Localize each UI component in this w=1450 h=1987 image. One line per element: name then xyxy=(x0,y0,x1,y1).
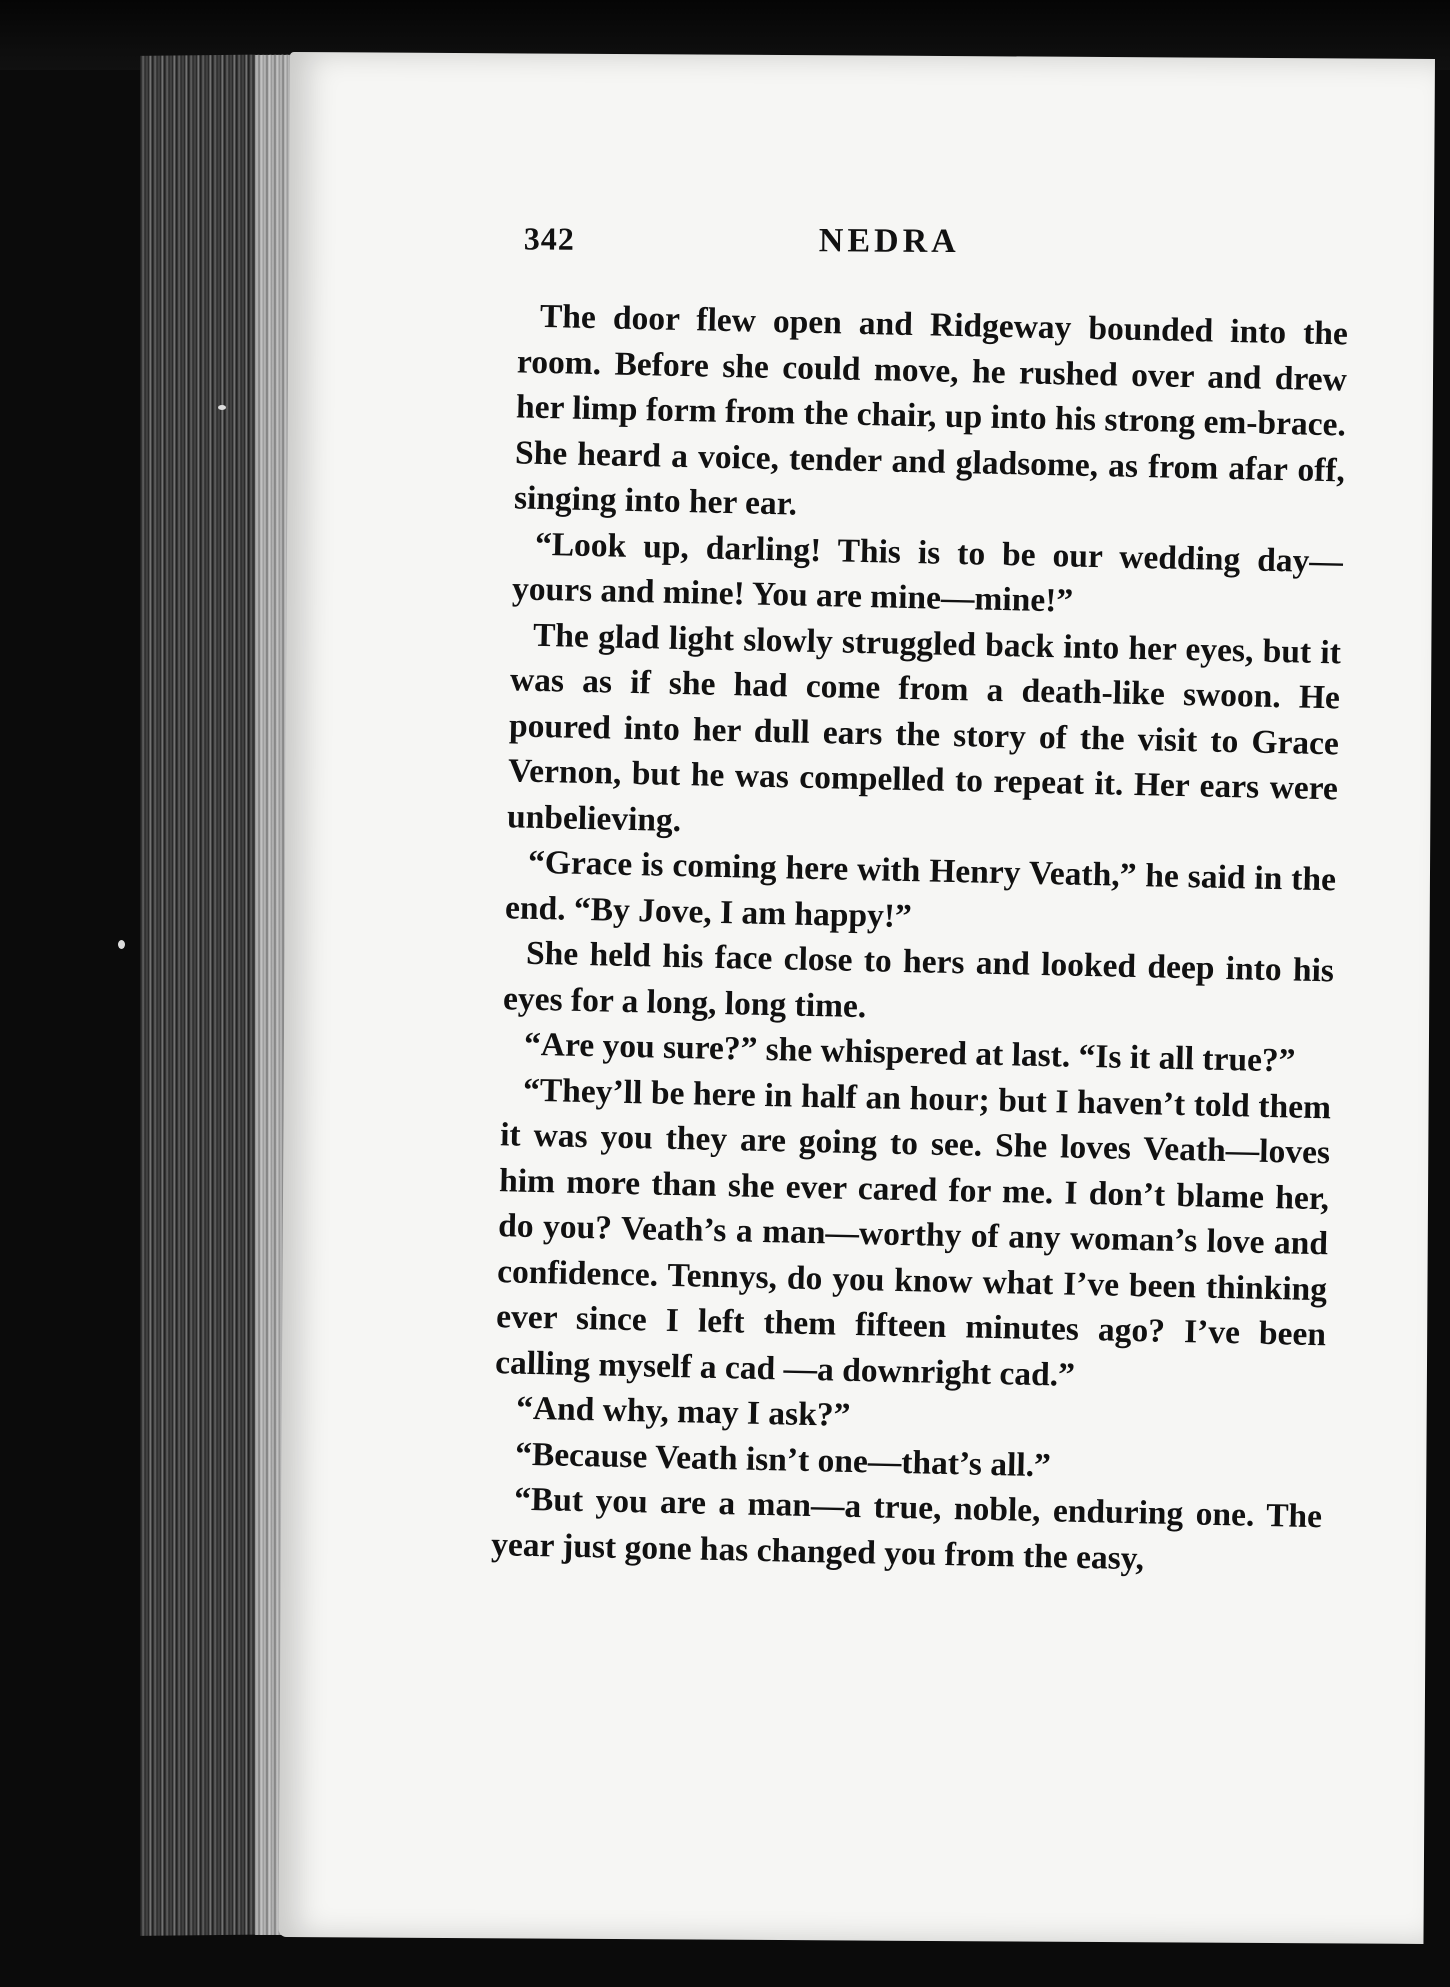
scan-speck xyxy=(118,940,125,949)
paragraph: “Grace is coming here with Henry Veath,” he said in the end. “By Jove, I am happy!” xyxy=(504,843,1337,935)
page-header xyxy=(524,218,1324,283)
paragraph: “Because Veath isn’t one—that’s all.” xyxy=(514,1435,1052,1484)
page-number: 342 xyxy=(523,220,575,257)
paragraph: She held his face close to hers and looked deep into his eyes for a long, long time. xyxy=(502,934,1335,1025)
paragraph: “But you are a man—a true, noble, enduring one. The year just gone has changed you from the easy, xyxy=(490,1480,1323,1577)
paragraph: The door flew open and Ridgeway bounded into the room. Before she could move, he rushed over and drew her limp form from the chair, up into his strong em-brace. She heard a voice, tender and gladsome, as from afar off, singing into her ear. xyxy=(513,297,1349,523)
paragraph: “Look up, darling! This is to be our wedding day—yours and mine! You are mine—mine!” xyxy=(511,525,1344,620)
paragraph: “They’ll be here in half an hour; but I haven’t told them it was you they are going to see. She loves Veath—loves him more than she ever cared for me. I don’t blame her, do you? Veath’s a man—worthy of any woman’s love and confidence. Tennys, do you know what I’ve been thinking ever since I left them fifteen minutes ago? I’ve been calling myself a cad —a downright cad.” xyxy=(494,1071,1332,1394)
paragraph: The glad light slowly struggled back into her eyes, but it was as if she had come from a death-like swoon. He poured into her dull ears the story of the visit to Grace Vernon, but he was compelled to repeat it. Her ears were unbelieving. xyxy=(506,616,1342,839)
paragraph: “And why, may I ask?” xyxy=(515,1389,851,1434)
book-page xyxy=(278,52,1434,1944)
scan-speck xyxy=(218,405,226,410)
running-head-title: NEDRA xyxy=(818,222,960,261)
paragraph: “Are you sure?” she whispered at last. “Is it all true?” xyxy=(523,1025,1296,1080)
page-body-text xyxy=(491,293,1349,1585)
